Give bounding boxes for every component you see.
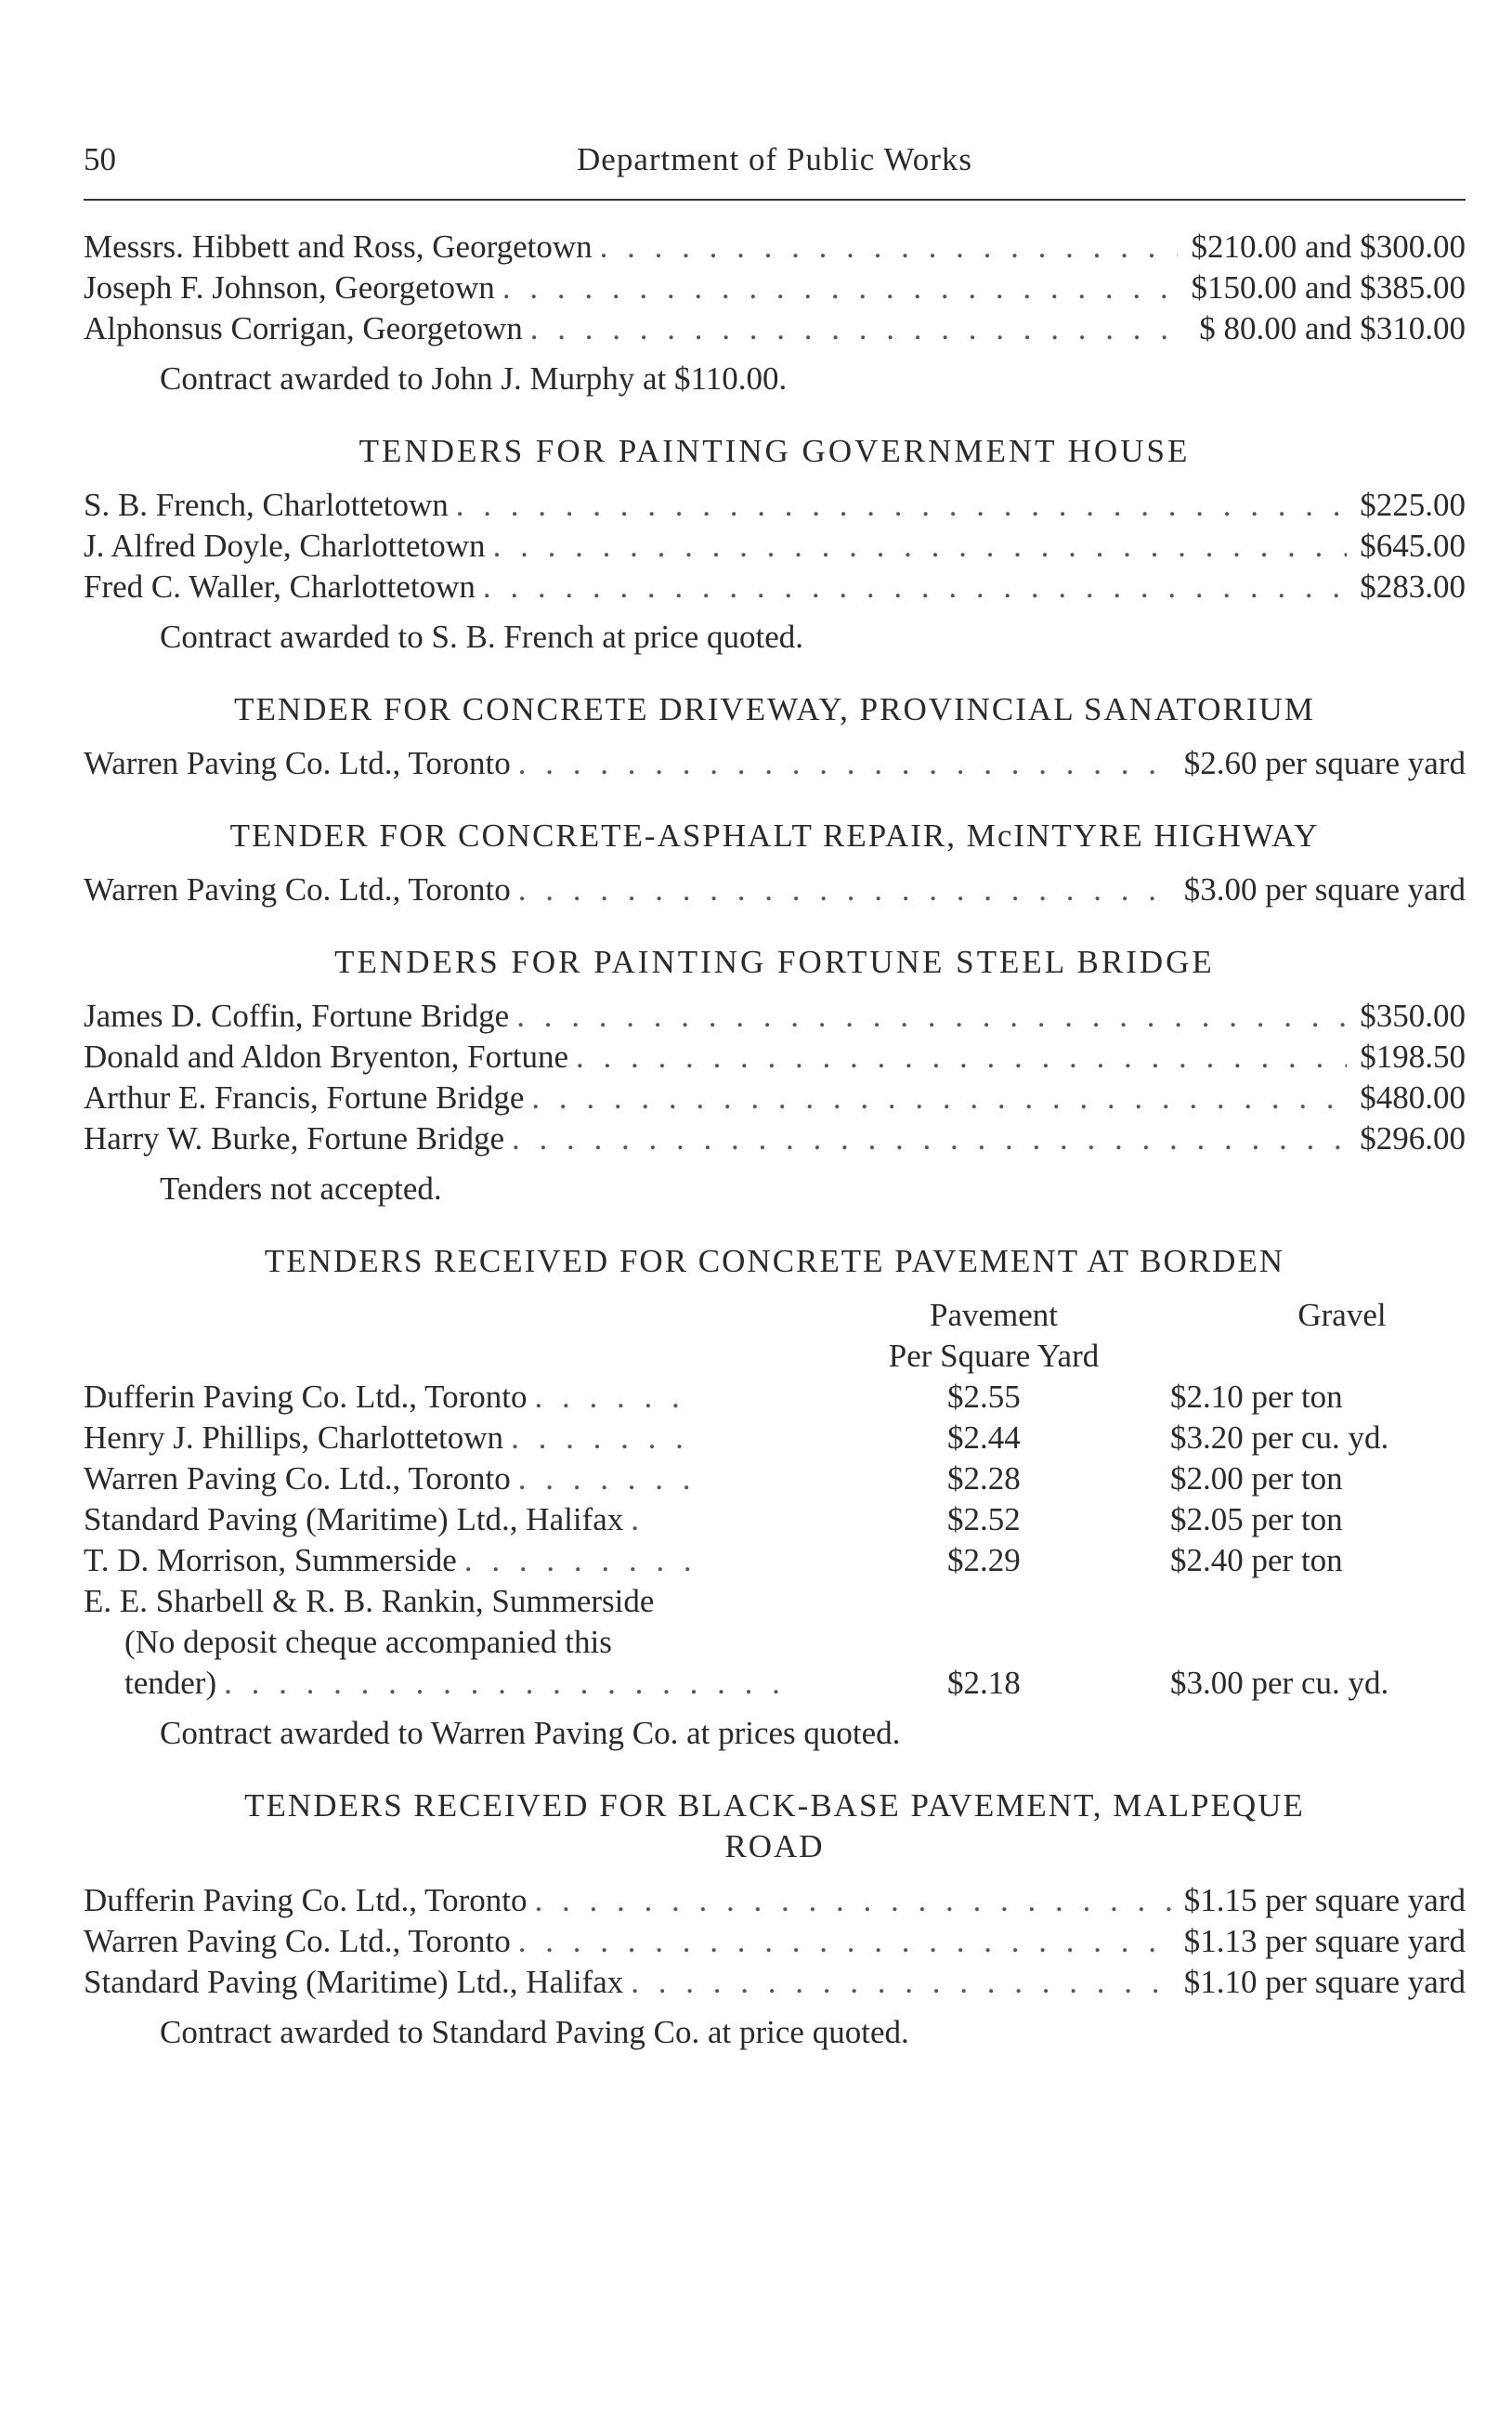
tender-row <box>84 1037 1466 1078</box>
pavement-price: $2.55 <box>947 1379 1021 1415</box>
section-concrete-driveway <box>84 689 1466 784</box>
pavement-price: $2.44 <box>947 1419 1021 1456</box>
tender-remark: (No deposit cheque accompanied this <box>124 1624 612 1660</box>
tender-value: $480.00 <box>1360 1079 1466 1116</box>
pavement-price: $2.29 <box>947 1542 1021 1578</box>
section-heading: TENDERS RECEIVED FOR CONCRETE PAVEMENT AT BORDEN <box>264 1243 1285 1279</box>
tender-row <box>84 743 1466 784</box>
leader-dots <box>631 1499 649 1540</box>
leader-dots <box>511 1418 697 1458</box>
leader-dots <box>493 526 1348 567</box>
tender-row <box>84 485 1466 526</box>
tender-name: Fred C. Waller, Charlottetown <box>84 569 476 605</box>
tender-name: Warren Paving Co. Ltd., Toronto <box>84 1923 511 1959</box>
tender-name: Alphonsus Corrigan, Georgetown <box>84 310 523 347</box>
tender-row <box>84 1880 1466 1921</box>
gravel-price: $2.10 per ton <box>1170 1379 1343 1415</box>
table-row <box>84 1458 1466 1499</box>
leader-dots <box>518 870 1171 910</box>
tender-value: $225.00 <box>1360 487 1466 523</box>
tender-row <box>84 1118 1466 1159</box>
tender-row <box>84 1078 1466 1118</box>
tender-name: Arthur E. Francis, Fortune Bridge <box>84 1079 525 1116</box>
gravel-price: $2.00 per ton <box>1170 1460 1343 1497</box>
leader-dots <box>576 1037 1347 1078</box>
tender-value: $296.00 <box>1360 1120 1466 1157</box>
table-row <box>84 1418 1466 1458</box>
tender-row <box>84 870 1466 910</box>
gravel-price: $2.40 per ton <box>1170 1542 1343 1578</box>
tender-name: S. B. French, Charlottetown <box>84 487 449 523</box>
table-row <box>84 1581 1466 1622</box>
leader-dots <box>512 1118 1347 1159</box>
leader-dots <box>518 1458 695 1499</box>
pavement-price: $2.28 <box>947 1460 1021 1497</box>
section-black-base-pavement <box>84 1785 1466 2053</box>
pavement-price: $2.18 <box>947 1665 1021 1701</box>
table-row <box>84 1377 1466 1418</box>
tender-row <box>84 996 1466 1037</box>
tender-value: $350.00 <box>1360 998 1466 1034</box>
tender-name: Warren Paving Co. Ltd., Toronto <box>84 871 511 908</box>
header-rule <box>84 199 1466 201</box>
tender-value: $210.00 and $300.00 <box>1191 229 1466 265</box>
page-number: 50 <box>84 141 116 177</box>
tender-remark-end: tender) <box>124 1665 217 1701</box>
contract-note: Contract awarded to Warren Paving Co. at prices quoted. <box>160 1715 901 1751</box>
tender-value: $645.00 <box>1360 528 1466 564</box>
section-heading <box>84 1785 1466 1867</box>
tender-value: $2.60 per square yard <box>1183 745 1466 781</box>
column-header-gravel: Gravel <box>1297 1297 1387 1333</box>
pavement-price: $2.52 <box>947 1501 1021 1537</box>
section-heading: TENDERS FOR PAINTING GOVERNMENT HOUSE <box>358 433 1191 469</box>
leader-dots <box>530 308 1186 349</box>
leader-dots <box>534 1880 1170 1921</box>
tender-name: Harry W. Burke, Fortune Bridge <box>84 1120 504 1157</box>
tender-name: J. Alfred Doyle, Charlottetown <box>84 528 486 564</box>
leader-dots <box>531 1078 1347 1118</box>
section-concrete-pavement-borden <box>84 1241 1466 1754</box>
page-header <box>84 139 1466 186</box>
section-heading-line1: TENDERS RECEIVED FOR BLACK-BASE PAVEMENT, MALPEQUE <box>244 1787 1305 1824</box>
document-page <box>84 139 1466 2053</box>
tender-name: Dufferin Paving Co. Ltd., Toronto <box>84 1882 528 1918</box>
tender-row <box>84 308 1466 349</box>
contract-note: Contract awarded to John J. Murphy at $110.00. <box>160 360 788 397</box>
tender-value: $283.00 <box>1360 569 1466 605</box>
section-concrete-asphalt-repair <box>84 816 1466 910</box>
column-header-pavement: Pavement Per Square Yard <box>888 1297 1100 1374</box>
leader-dots <box>534 1377 692 1418</box>
tender-row <box>84 1962 1466 2003</box>
leader-dots <box>631 1962 1171 2003</box>
tender-name: Messrs. Hibbett and Ross, Georgetown <box>84 229 593 265</box>
leader-dots <box>502 268 1179 308</box>
section-georgetown-tenders <box>84 227 1466 399</box>
section-heading: TENDERS FOR PAINTING FORTUNE STEEL BRIDGE <box>334 944 1215 980</box>
leader-dots <box>518 743 1171 784</box>
tender-name: Standard Paving (Maritime) Ltd., Halifax <box>84 1501 624 1537</box>
table-column-headers <box>84 1295 1466 1377</box>
tender-value: $ 80.00 and $310.00 <box>1199 310 1466 347</box>
gravel-price: $3.20 per cu. yd. <box>1170 1419 1389 1456</box>
tender-name: Dufferin Paving Co. Ltd., Toronto <box>84 1379 528 1415</box>
table-row-continuation <box>84 1622 1466 1663</box>
section-heading-line2: ROAD <box>724 1828 825 1864</box>
tender-name: Warren Paving Co. Ltd., Toronto <box>84 745 511 781</box>
leader-dots <box>483 567 1347 608</box>
tender-row <box>84 1921 1466 1962</box>
leader-dots <box>464 1540 706 1581</box>
tender-value: $1.15 per square yard <box>1183 1882 1466 1918</box>
tender-name: Standard Paving (Maritime) Ltd., Halifax <box>84 1964 624 2000</box>
leader-dots <box>518 1921 1171 1962</box>
table-row-continuation <box>84 1663 1466 1704</box>
table-row <box>84 1499 1466 1540</box>
tender-name: Henry J. Phillips, Charlottetown <box>84 1419 504 1456</box>
leader-dots <box>456 485 1348 526</box>
section-painting-government-house <box>84 431 1466 658</box>
tender-row <box>84 268 1466 308</box>
leader-dots <box>224 1663 781 1704</box>
leader-dots <box>600 227 1179 268</box>
tender-name: Joseph F. Johnson, Georgetown <box>84 269 495 306</box>
tender-name: T. D. Morrison, Summerside <box>84 1542 457 1578</box>
tender-value: $150.00 and $385.00 <box>1191 269 1466 306</box>
gravel-price: $3.00 per cu. yd. <box>1170 1665 1389 1701</box>
leader-dots <box>516 996 1347 1037</box>
section-heading: TENDER FOR CONCRETE DRIVEWAY, PROVINCIAL SANATORIUM <box>234 691 1315 727</box>
section-heading: TENDER FOR CONCRETE-ASPHALT REPAIR, McINTYRE HIGHWAY <box>229 817 1320 854</box>
tender-row <box>84 526 1466 567</box>
tender-name: James D. Coffin, Fortune Bridge <box>84 998 510 1034</box>
table-row <box>84 1540 1466 1581</box>
contract-note: Tenders not accepted. <box>160 1170 442 1207</box>
gravel-price: $2.05 per ton <box>1170 1501 1343 1537</box>
running-head: Department of Public Works <box>577 141 972 177</box>
tender-row <box>84 227 1466 268</box>
tender-name: E. E. Sharbell & R. B. Rankin, Summerside <box>84 1583 655 1619</box>
tender-value: $1.10 per square yard <box>1183 1964 1466 2000</box>
tender-name: Warren Paving Co. Ltd., Toronto <box>84 1460 511 1497</box>
tender-value: $3.00 per square yard <box>1183 871 1466 908</box>
tender-value: $1.13 per square yard <box>1183 1923 1466 1959</box>
tender-name: Donald and Aldon Bryenton, Fortune <box>84 1039 569 1075</box>
tender-row <box>84 567 1466 608</box>
section-painting-fortune-bridge <box>84 942 1466 1210</box>
tender-value: $198.50 <box>1360 1039 1466 1075</box>
contract-note: Contract awarded to Standard Paving Co. at price quoted. <box>160 2014 909 2050</box>
contract-note: Contract awarded to S. B. French at price quoted. <box>160 619 803 655</box>
